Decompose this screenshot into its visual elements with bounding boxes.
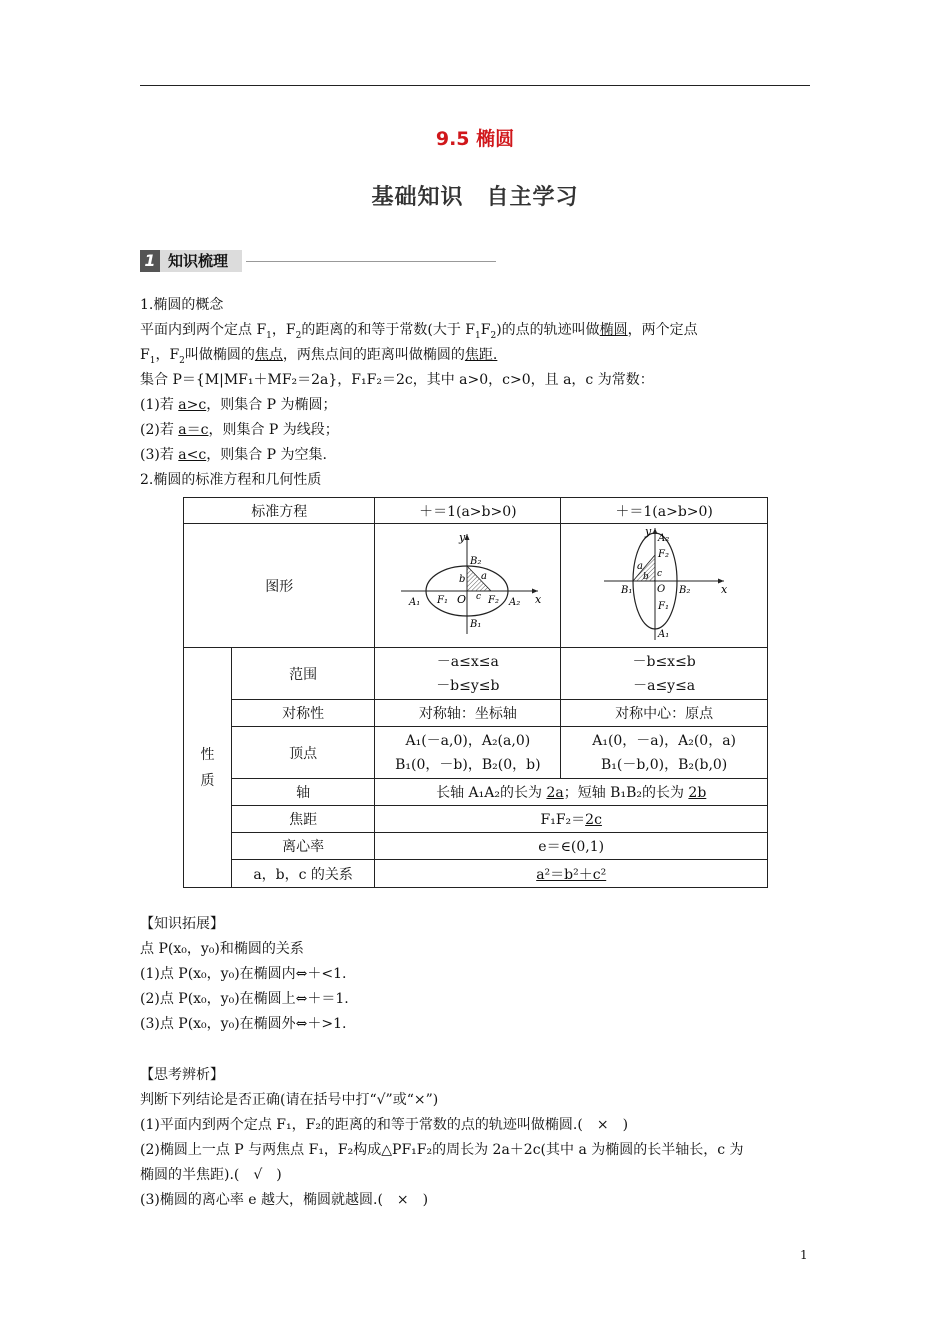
label-origin: O <box>657 583 666 595</box>
section-number: 1 <box>140 250 160 272</box>
label-b: b <box>458 573 466 585</box>
properties-label <box>184 648 232 888</box>
horizontal-ellipse-diagram <box>393 529 543 639</box>
range-horizontal <box>375 648 561 700</box>
text: ，F <box>271 322 296 338</box>
label-b1: B₁ <box>621 584 633 596</box>
label-a: a <box>480 570 487 582</box>
axis-value <box>375 779 768 806</box>
label-origin: O <box>456 592 466 606</box>
header-eq-vertical: ＋＝1(a>b>0) <box>561 498 768 524</box>
vertex-b: B₁(－b,0)，B₂(b,0) <box>600 756 728 773</box>
vertex-horizontal <box>375 727 561 779</box>
header-std-equation: 标准方程 <box>184 498 375 524</box>
figure-label: 图形 <box>184 524 375 648</box>
focal-value <box>375 806 768 833</box>
ext-heading: 【知识拓展】 <box>140 916 224 932</box>
range-x: －b≤x≤b <box>632 653 696 670</box>
ecc-value: e＝∈(0,1) <box>375 833 768 860</box>
table-row <box>184 727 768 779</box>
text: )的点的轨迹叫做 <box>496 322 600 338</box>
y-arrow-icon <box>464 534 469 540</box>
text: ，则集合 P 为空集. <box>206 447 327 463</box>
label-c: c <box>657 568 663 579</box>
label-a1: A₁ <box>658 628 670 640</box>
text: (2)若 <box>140 422 179 438</box>
range-y: －b≤y≤b <box>436 677 500 694</box>
label-a1: A₁ <box>408 596 421 608</box>
major-axis-length: 2a <box>546 785 564 801</box>
text: 平面内到两个定点 F <box>140 322 267 338</box>
table-row <box>184 524 768 648</box>
figure-vertical <box>561 524 768 648</box>
vertex-label: 顶点 <box>231 727 375 779</box>
label-x: x <box>721 582 728 596</box>
text: ；短轴 B₁B₂的长为 <box>563 785 689 801</box>
think-intro: 判断下列结论是否正确(请在括号中打“√”或“×”) <box>140 1092 439 1108</box>
section-title: 知识梳理 <box>160 250 242 272</box>
think-item: (1)平面内到两个定点 F₁，F₂的距离的和等于常数的点的轨迹叫做椭圆.( × ) <box>140 1117 629 1133</box>
page-subtitle: 基础知识 自主学习 <box>371 185 579 210</box>
range-x: －a≤x≤a <box>436 653 499 670</box>
symmetry-label: 对称性 <box>231 700 375 727</box>
ext-item: (3)点 P(x₀，y₀)在椭圆外⇔＋>1. <box>140 1016 347 1032</box>
page-number: 1 <box>800 1248 808 1262</box>
text: F <box>480 322 491 338</box>
page-title: 9.5 椭圆 <box>435 128 515 150</box>
text: (3)若 <box>140 447 179 463</box>
concept-line-1: 平面内到两个定点 $F_1$，$F_2$的距离的和等于常数(大于 $F_1F_2$)的点的轨迹叫做椭圆，两个定点 <box>140 322 698 341</box>
range-label: 范围 <box>231 648 375 700</box>
text: ，两焦点间的距离叫做椭圆的 <box>282 347 465 363</box>
think-item: (3)椭圆的离心率 e 越大，椭圆就越圆.( × ) <box>140 1192 429 1208</box>
label-b2: B₂ <box>679 584 691 596</box>
condition: a<c <box>178 447 207 463</box>
case-3 <box>140 446 812 464</box>
axis-label: 轴 <box>231 779 375 806</box>
props-label-text: 性质 <box>200 746 215 789</box>
text: F₁F₂＝ <box>540 812 586 828</box>
abc-label: a，b，c 的关系 <box>231 860 375 888</box>
table-row <box>184 498 768 524</box>
vertex-vertical <box>561 727 768 779</box>
text: 长轴 A₁A₂的长为 <box>436 785 547 801</box>
std-heading: 2.椭圆的标准方程和几何性质 <box>140 472 322 488</box>
top-rule <box>140 85 810 86</box>
label-c: c <box>475 591 481 602</box>
label-f1: F₁ <box>658 600 670 612</box>
ext-item: (2)点 P(x₀，y₀)在椭圆上⇔＋＝1. <box>140 991 349 1007</box>
abc-value <box>375 860 768 888</box>
vertex-a: A₁(－a,0)，A₂(a,0) <box>405 732 531 749</box>
label-a2: A₂ <box>658 532 670 544</box>
label-b2: B₂ <box>469 555 482 567</box>
label-y: y <box>458 530 466 544</box>
text: 叫做椭圆的 <box>184 347 255 363</box>
label-f2: F₂ <box>487 594 499 606</box>
condition: a>c <box>178 397 207 413</box>
vertex-b: B₁(0，－b)，B₂(0，b) <box>395 756 541 773</box>
case-2 <box>140 421 812 439</box>
symmetry-vertical: 对称中心：原点 <box>561 700 768 727</box>
case-1 <box>140 396 812 414</box>
ext-item: (1)点 P(x₀，y₀)在椭圆内⇔＋<1. <box>140 966 347 982</box>
header-eq-horizontal: ＋＝1(a>b>0) <box>375 498 561 524</box>
range-vertical <box>561 648 768 700</box>
text: ，两个定点 <box>627 322 698 338</box>
vertex-a: A₁(0，－a)，A₂(0，a) <box>592 732 737 749</box>
symmetry-horizontal: 对称轴：坐标轴 <box>375 700 561 727</box>
text: (1)若 <box>140 397 179 413</box>
table-row <box>184 700 768 727</box>
ecc-label: 离心率 <box>231 833 375 860</box>
focal-length: 2c <box>585 812 602 828</box>
text: F <box>140 347 150 363</box>
set-definition: 集合 P＝{M|MF₁＋MF₂＝2a}，F₁F₂＝2c，其中 a>0，c>0，且 a，c 为常数： <box>140 372 654 388</box>
focal-label: 焦距 <box>231 806 375 833</box>
text: ，则集合 P 为椭圆； <box>206 397 337 413</box>
concept-heading: 1.椭圆的概念 <box>140 297 224 313</box>
abc-relation: a²＝b²＋c² <box>536 866 607 883</box>
concept-line-2: $F_1$，$F_2$叫做椭圆的焦点，两焦点间的距离叫做椭圆的焦距. <box>140 347 498 366</box>
range-y: －a≤y≤a <box>633 677 696 694</box>
term-foci: 焦点 <box>254 347 283 363</box>
label-a2: A₂ <box>508 596 521 608</box>
label-f1: F₁ <box>436 594 448 606</box>
label-a: a <box>637 560 644 572</box>
label-x: x <box>534 592 542 606</box>
ext-intro: 点 P(x₀，y₀)和椭圆的关系 <box>140 941 304 957</box>
label-y: y <box>645 524 652 538</box>
text: 的距离的和等于常数(大于 F <box>301 322 475 338</box>
think-item: 椭圆的半焦距).( √ ) <box>140 1167 282 1183</box>
figure-horizontal <box>375 524 561 648</box>
section-header <box>140 250 496 272</box>
table-row <box>184 806 768 833</box>
ellipse-properties-table <box>183 497 768 888</box>
label-b1: B₁ <box>469 618 482 630</box>
label-b: b <box>643 571 649 582</box>
table-row <box>184 648 768 700</box>
think-heading: 【思考辨析】 <box>140 1067 224 1083</box>
term-focal-distance: 焦距. <box>464 347 498 363</box>
think-item: (2)椭圆上一点 P 与两焦点 F₁，F₂构成△PF₁F₂的周长为 2a＋2c(其中 a 为椭圆的长半轴长，c 为 <box>140 1142 744 1158</box>
label-f2: F₂ <box>658 548 670 560</box>
table-row <box>184 833 768 860</box>
text: ，F <box>155 347 180 363</box>
table-row <box>184 779 768 806</box>
minor-axis-length: 2b <box>688 785 707 801</box>
table-row <box>184 860 768 888</box>
section-divider <box>246 261 496 262</box>
term-ellipse: 椭圆 <box>599 322 628 338</box>
vertical-ellipse-diagram <box>599 525 729 643</box>
text: ，则集合 P 为线段； <box>208 422 339 438</box>
condition: a＝c <box>178 422 209 438</box>
